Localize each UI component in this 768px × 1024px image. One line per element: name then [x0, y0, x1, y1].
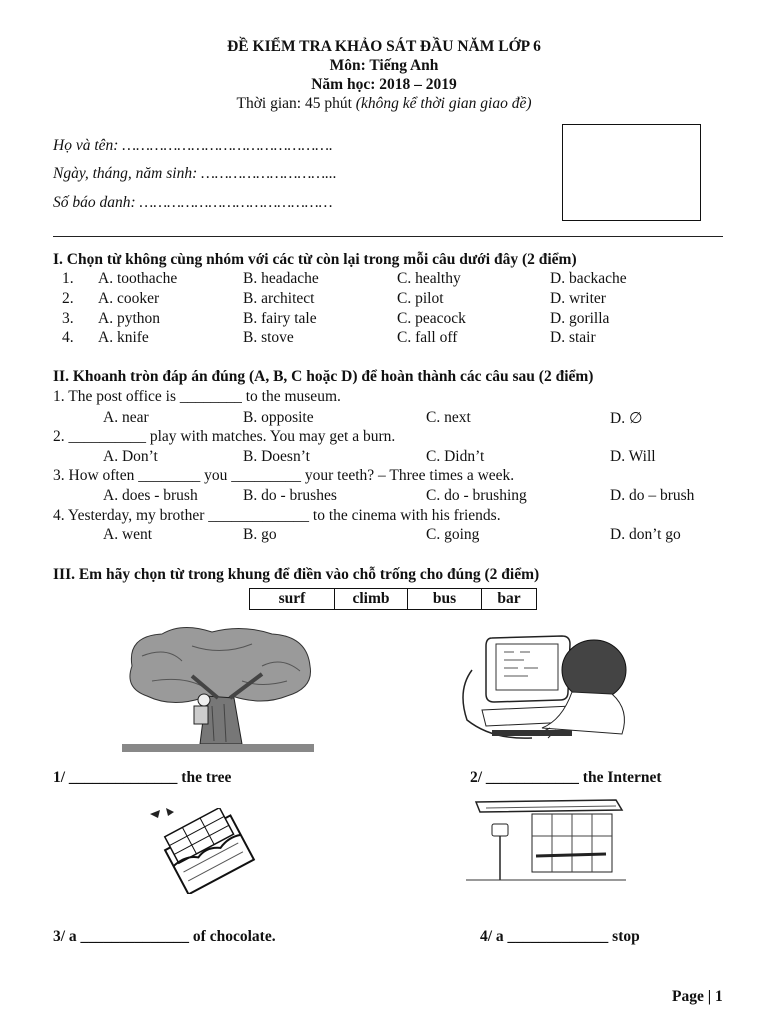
option-b: B. do - brushes: [243, 487, 337, 504]
option-b: B. architect: [243, 290, 315, 307]
time-line: [0, 95, 768, 113]
question-text: 3. How often ________ you _________ your teeth? – Three times a week.: [53, 467, 515, 484]
option-c: C. going: [426, 526, 480, 543]
photo-box: [562, 124, 701, 221]
option-d: D. ∅: [610, 410, 643, 427]
picture-item-4: 4/ a _____________ stop: [480, 928, 640, 945]
item-number: 4.: [62, 329, 74, 346]
word-box: [249, 588, 537, 610]
option-d: D. gorilla: [550, 310, 610, 327]
item-number: 3.: [62, 310, 74, 327]
computer-user-illustration: [452, 630, 632, 752]
page-number: Page | 1: [672, 988, 723, 1005]
option-b: B. stove: [243, 329, 294, 346]
subject: Môn: Tiếng Anh: [329, 57, 439, 74]
option-b: B. fairy tale: [243, 310, 317, 327]
option-b: B. Doesn’t: [243, 448, 310, 465]
id-line: Số báo danh: ……………………………………: [53, 194, 333, 211]
question-text: 2. __________ play with matches. You may get a burn.: [53, 428, 396, 445]
option-d: D. don’t go: [610, 526, 681, 543]
option-a: A. went: [103, 526, 153, 543]
word-box-item: climb: [335, 589, 408, 609]
item-number: 2.: [62, 290, 74, 307]
question-text: 4. Yesterday, my brother _____________ to the cinema with his friends.: [53, 507, 501, 524]
option-c: C. do - brushing: [426, 487, 527, 504]
word-box-item: bus: [408, 589, 482, 609]
exam-title: ĐỀ KIỂM TRA KHẢO SÁT ĐẦU NĂM LỚP 6: [227, 38, 541, 55]
picture-item-3: 3/ a ______________ of chocolate.: [53, 928, 276, 945]
question-text: 1. The post office is ________ to the museum.: [53, 388, 341, 405]
option-c: C. next: [426, 409, 471, 426]
option-a: A. cooker: [98, 290, 160, 307]
divider-line: [53, 236, 723, 237]
school-year: Năm học: 2018 – 2019: [311, 76, 457, 93]
dob-line: Ngày, tháng, năm sinh: ………………………...: [53, 165, 337, 182]
option-c: C. fall off: [397, 329, 458, 346]
option-b: B. headache: [243, 270, 319, 287]
option-d: D. Will: [610, 448, 656, 465]
time-prefix: Thời gian: 45 phút: [236, 95, 356, 112]
option-c: C. healthy: [397, 270, 461, 287]
chocolate-bar-illustration: [140, 808, 280, 894]
option-d: D. stair: [550, 329, 596, 346]
word-box-item: bar: [497, 590, 521, 607]
option-a: A. does - brush: [103, 487, 198, 504]
option-a: A. knife: [98, 329, 149, 346]
picture-item-2: 2/ ____________ the Internet: [470, 769, 662, 786]
section1-title: I. Chọn từ không cùng nhóm với các từ còn lại trong mỗi câu dưới đây (2 điểm): [53, 251, 577, 268]
option-a: A. near: [103, 409, 149, 426]
picture-item-1: 1/ ______________ the tree: [53, 769, 232, 786]
name-line: Họ và tên: ……………………………………….: [53, 137, 333, 154]
section3-title: III. Em hãy chọn từ trong khung để điền vào chỗ trống cho đúng (2 điểm): [53, 566, 540, 583]
option-c: C. Didn’t: [426, 448, 485, 465]
word-box-item: surf: [250, 589, 335, 609]
option-d: D. writer: [550, 290, 606, 307]
option-b: B. opposite: [243, 409, 314, 426]
option-a: A. toothache: [98, 270, 178, 287]
option-d: D. do – brush: [610, 487, 695, 504]
item-number: 1.: [62, 270, 74, 287]
option-b: B. go: [243, 526, 277, 543]
section2-title: II. Khoanh tròn đáp án đúng (A, B, C hoặc D) để hoàn thành các câu sau (2 điểm): [53, 368, 594, 385]
option-c: C. peacock: [397, 310, 466, 327]
option-c: C. pilot: [397, 290, 444, 307]
option-a: A. python: [98, 310, 160, 327]
tree-climbing-illustration: [122, 626, 314, 752]
option-d: D. backache: [550, 270, 627, 287]
bus-stop-illustration: [466, 796, 626, 886]
option-a: A. Don’t: [103, 448, 158, 465]
time-note: (không kể thời gian giao đề): [355, 95, 532, 112]
